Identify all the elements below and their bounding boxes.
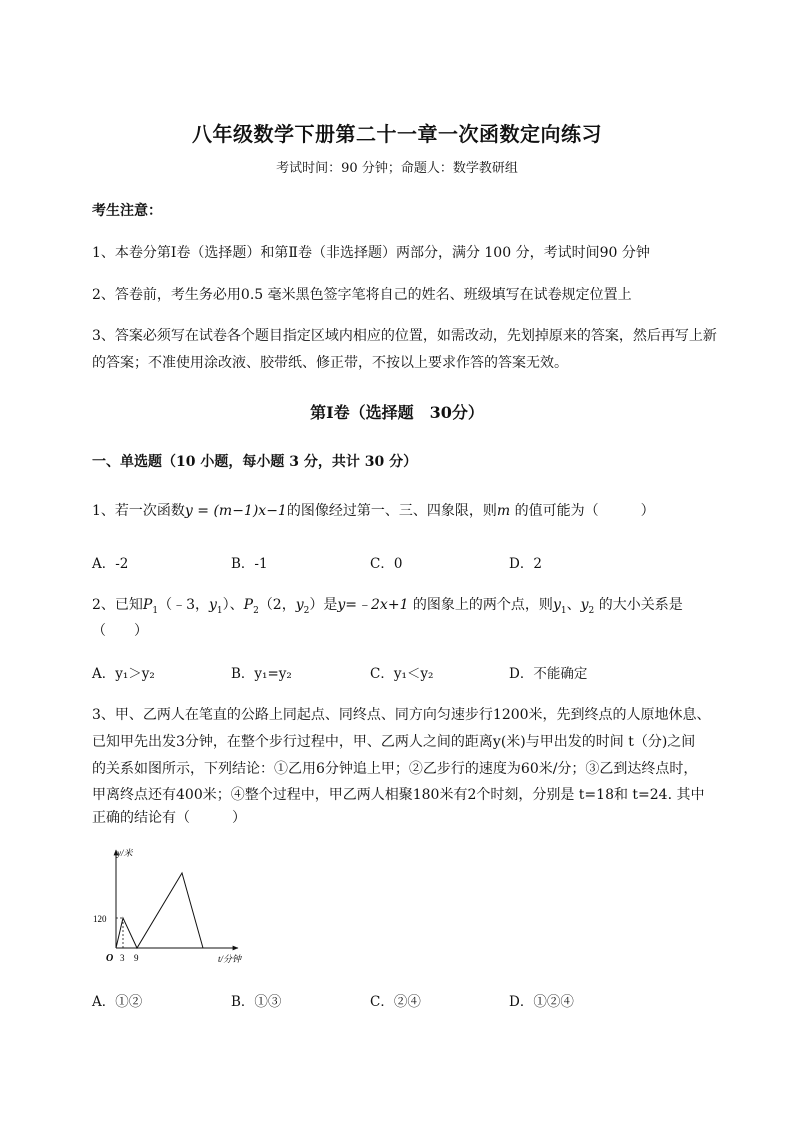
q2-option-c[interactable]: C．y₁＜y₂: [370, 666, 434, 682]
page-title: 八年级数学下册第二十一章一次函数定向练习: [192, 122, 602, 146]
question-3-line-4: 甲离终点还有400米；④整个过程中，甲乙两人相聚180米有2个时刻，分别是 t=18和 t=24. 其中: [92, 787, 705, 803]
q2-p1-coord-a: （﹣3，: [158, 597, 209, 613]
notice-item-3-cont: 的答案；不准使用涂改液、胶带纸、修正带，不按以上要求作答的答案无效。: [92, 355, 568, 371]
question-3-line-2: 已知甲先出发3分钟，在整个步行过程中，甲、乙两人之间的距离y(米)与甲出发的时间 t（分)之间: [92, 734, 696, 750]
q2-cmp-b-sub: 2: [588, 605, 595, 616]
question-3-line-1: 3、甲、乙两人在笔直的公路上同起点、同终点、同方向匀速步行1200米，先到终点的人原地休息、: [92, 707, 711, 723]
y-axis-label: y/米: [117, 848, 133, 858]
q2-text-b: 的图象上的两个点，则: [408, 597, 553, 613]
notice-item-1: 1、本卷分第Ⅰ卷（选择题）和第Ⅱ卷（非选择题）两部分，满分 100 分，考试时间90 分钟: [92, 245, 650, 261]
q2-equation: y=﹣2x+1: [337, 597, 409, 613]
q1-var: m: [496, 503, 511, 519]
q2-option-a[interactable]: A．y₁＞y₂: [92, 666, 155, 682]
q1-option-b[interactable]: B．-1: [231, 556, 268, 572]
q2-p1-y: y: [209, 597, 217, 613]
section-title: 第Ⅰ卷（选择题 30分）: [310, 403, 484, 422]
q3-option-c[interactable]: C．②④: [370, 994, 421, 1010]
question-1: [92, 500, 655, 520]
exam-info: 考试时间：90 分钟；命题人：数学教研组: [276, 161, 518, 176]
part-heading: 一、单选题（10 小题，每小题 3 分，共计 30 分）: [92, 454, 418, 470]
q2-p1-coord-b: ）、: [222, 597, 244, 613]
q3-distance-time-graph: [90, 842, 250, 967]
q3-option-a[interactable]: A．①②: [92, 994, 143, 1010]
q2-option-b[interactable]: B．y₁=y₂: [231, 666, 292, 682]
q1-formula: y = (m−1)x−1: [184, 503, 287, 519]
x-tick-9: 9: [134, 953, 139, 963]
q1-option-c[interactable]: C．0: [370, 556, 403, 572]
question-3-line-5: 正确的结论有（ ）: [92, 810, 246, 826]
origin-label: O: [106, 953, 114, 964]
q2-p1-y-sub: 1: [216, 605, 223, 616]
q2-p2: P: [243, 597, 254, 613]
q2-cmp-a: y: [552, 597, 561, 613]
q2-p2-coord-b: ）是: [309, 597, 338, 613]
question-2: [92, 594, 683, 616]
q2-answer-blank: （ ）: [92, 623, 148, 639]
q1-option-d[interactable]: D．2: [509, 556, 542, 572]
question-3-line-3: 的关系如图所示，下列结论：①乙用6分钟追上甲；②乙步行的速度为60米/分；③乙到达终点时，: [92, 761, 698, 777]
q2-option-d[interactable]: D．不能确定: [509, 666, 588, 682]
x-axis-label: t/分钟: [218, 954, 242, 964]
q2-p2-y: y: [295, 597, 304, 613]
q1-prefix: 1、若一次函数: [92, 503, 185, 519]
q2-p2-coord-a: （2，: [258, 597, 296, 613]
q2-cmp-a-sub: 1: [560, 605, 567, 616]
q2-cmp-sep: 、: [566, 597, 581, 613]
q2-text-c: 的大小关系是: [594, 597, 683, 613]
distance-line: [116, 873, 203, 948]
q3-option-d[interactable]: D．①②④: [509, 994, 574, 1010]
q2-p1: P: [142, 597, 153, 613]
q2-p2-sub: 2: [253, 605, 259, 616]
notice-heading: 考生注意：: [92, 203, 162, 219]
notice-item-3: 3、答案必须写在试卷各个题目指定区域内相应的位置，如需改动，先划掉原来的答案，然后再写上新: [92, 328, 717, 344]
q3-option-b[interactable]: B．①③: [231, 994, 282, 1010]
q1-option-a[interactable]: A．-2: [92, 556, 129, 572]
notice-item-2: 2、答卷前，考生务必用0.5 毫米黑色签字笔将自己的姓名、班级填写在试卷规定位置上: [92, 287, 632, 303]
q1-suffix: 的值可能为（ ）: [510, 503, 655, 519]
x-tick-3: 3: [120, 953, 125, 963]
q1-middle: 的图像经过第一、三、四象限，则: [286, 503, 497, 519]
q2-cmp-b: y: [580, 597, 589, 613]
q2-text-a: 2、已知: [92, 597, 143, 613]
y-tick-120: 120: [93, 914, 107, 924]
q2-p2-y-sub: 2: [303, 605, 310, 616]
q2-p1-sub: 1: [152, 605, 159, 616]
